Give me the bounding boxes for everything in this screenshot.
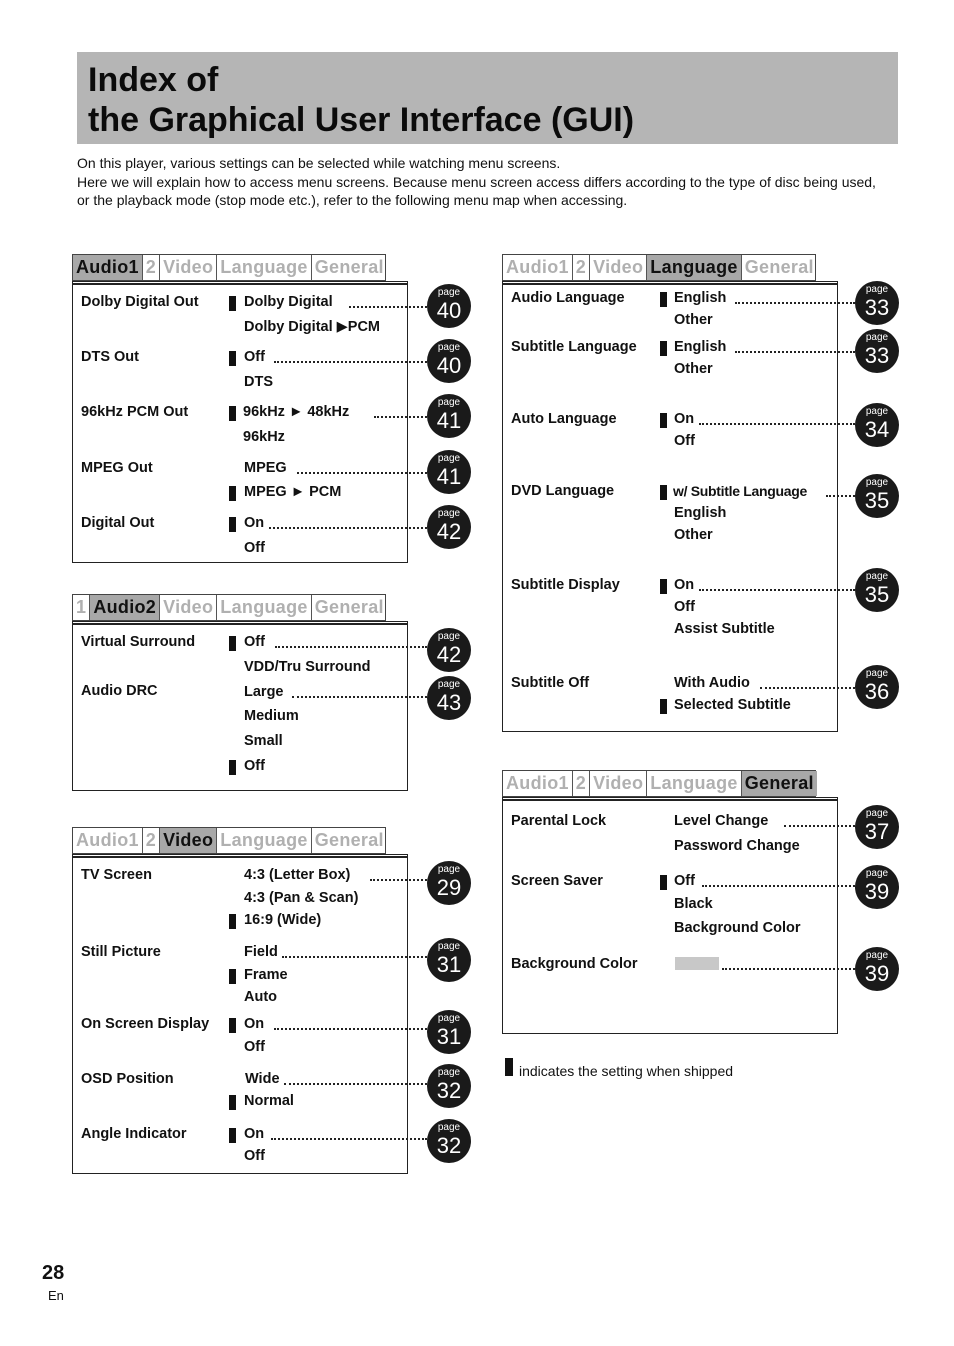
audio1-panel [72, 254, 472, 564]
dot-leader [702, 883, 855, 887]
tab-2[interactable]: 2 [573, 255, 590, 280]
option: Off [674, 599, 695, 615]
option: MPEG ► PCM [244, 484, 342, 500]
box-divider [72, 856, 408, 858]
page-badge [855, 665, 899, 709]
option: Off [244, 349, 265, 365]
page-word: page [865, 571, 889, 582]
option: Selected Subtitle [674, 697, 791, 713]
intro-line3: or the playback mode (stop mode etc.), refer to the following menu map when accessing. [77, 192, 628, 208]
page-badge [855, 805, 899, 849]
dot-leader [735, 349, 855, 353]
dot-leader [699, 587, 855, 591]
page-badge [427, 628, 471, 672]
option: Other [674, 312, 713, 328]
tab-general[interactable]: General [742, 771, 817, 796]
option: On [674, 411, 695, 427]
page-word: page [865, 406, 889, 417]
option: Off [674, 433, 695, 449]
setting-label: Digital Out [81, 515, 155, 531]
default-marker [229, 760, 236, 775]
box-divider [72, 623, 408, 625]
intro-line1: On this player, various settings can be selected while watching menu screens. [77, 155, 561, 171]
option: English [674, 339, 727, 355]
tab-general[interactable]: General [314, 257, 384, 277]
tab-audio1[interactable]: Audio1 [73, 255, 143, 280]
dot-leader [370, 877, 427, 881]
tab-2[interactable]: 2 [573, 771, 590, 796]
language-panel [502, 254, 902, 734]
box-divider [72, 283, 408, 285]
setting-label: Subtitle Off [511, 675, 590, 691]
option: Off [244, 758, 265, 774]
page-badge [855, 865, 899, 909]
page-number: 37 [864, 819, 890, 844]
tab-general[interactable]: General [314, 830, 384, 850]
option: On [244, 1126, 265, 1142]
color-swatch [675, 957, 719, 970]
option: Auto [244, 989, 278, 1005]
page-number: 35 [864, 582, 890, 607]
setting-label: DVD Language [511, 483, 615, 499]
setting-label: Screen Saver [511, 873, 603, 889]
setting-label: Still Picture [81, 944, 161, 960]
language-tabbar [502, 254, 816, 281]
tab-language[interactable]: Language [647, 771, 741, 796]
default-marker [229, 1018, 236, 1033]
tab-audio1[interactable]: Audio1 [503, 255, 573, 280]
tab-video[interactable]: Video [160, 828, 217, 853]
page-word: page [865, 868, 889, 879]
option: Off [674, 873, 695, 889]
option: Off [244, 540, 265, 556]
default-marker [229, 406, 236, 421]
page-title-line1: Index of [88, 61, 219, 99]
tab-2[interactable]: 2 [143, 828, 160, 853]
page-badge [855, 568, 899, 612]
general-tabbar [502, 770, 816, 797]
setting-label: Parental Lock [511, 813, 607, 829]
setting-label: TV Screen [81, 867, 152, 883]
setting-label: MPEG Out [81, 460, 153, 476]
option: Small [244, 733, 283, 749]
page-number: 32 [436, 1133, 462, 1158]
page-badge [427, 1064, 471, 1108]
dot-leader [292, 694, 427, 698]
default-marker [660, 485, 667, 500]
option: 4:3 (Pan & Scan) [244, 890, 359, 906]
tab-language[interactable]: Language [217, 595, 311, 620]
video-panel [72, 827, 472, 1177]
setting-label: Subtitle Display [511, 577, 620, 593]
page-word: page [865, 332, 889, 343]
page-word: page [865, 808, 889, 819]
option: Dolby Digital ▶PCM [244, 319, 381, 335]
dot-leader [271, 1136, 427, 1140]
default-marker [229, 351, 236, 366]
page-badge [427, 1119, 471, 1163]
page-word: page [437, 397, 461, 408]
default-marker [660, 292, 667, 307]
box-divider [502, 283, 838, 285]
setting-label: On Screen Display [81, 1016, 210, 1032]
option: Off [244, 1039, 265, 1055]
default-marker [229, 636, 236, 651]
setting-label: Auto Language [511, 411, 617, 427]
page-badge [427, 450, 471, 494]
general-box [502, 797, 838, 1034]
tab-video[interactable]: Video [590, 255, 647, 280]
dot-leader [784, 823, 855, 827]
default-marker [229, 914, 236, 929]
tab-general[interactable]: General [314, 597, 384, 617]
option: English [674, 290, 727, 306]
page-word: page [865, 668, 889, 679]
page-language: En [48, 1288, 64, 1303]
legend-text: indicates the setting when shipped [519, 1063, 734, 1079]
page-number: 42 [436, 519, 462, 544]
option: Field [244, 944, 278, 960]
page-badge [427, 394, 471, 438]
option: MPEG [244, 460, 287, 476]
page-word: page [437, 1067, 461, 1078]
tab-audio1[interactable]: Audio1 [503, 771, 573, 796]
option: Off [244, 1148, 265, 1164]
page-title-line2: the Graphical User Interface (GUI) [88, 101, 635, 139]
option: On [244, 515, 265, 531]
page-badge [855, 403, 899, 447]
option: English [674, 505, 727, 521]
page-word: page [437, 453, 461, 464]
option: Background Color [674, 920, 801, 936]
page-number: 42 [436, 642, 462, 667]
setting-label: Background Color [511, 956, 638, 972]
dot-leader [722, 966, 855, 970]
default-marker [660, 699, 667, 714]
setting-label: Angle Indicator [81, 1126, 187, 1142]
page-badge [855, 474, 899, 518]
general-panel [502, 770, 902, 1040]
option: With Audio [674, 675, 750, 691]
setting-label: Subtitle Language [511, 339, 637, 355]
option: Wide [245, 1071, 280, 1087]
option: Other [674, 527, 713, 543]
tab-2[interactable]: 2 [143, 255, 160, 280]
page-badge [427, 505, 471, 549]
page-badge [855, 329, 899, 373]
tab-language[interactable]: Language [647, 255, 741, 280]
default-marker [229, 296, 236, 311]
option: Normal [244, 1093, 294, 1109]
page-badge [427, 676, 471, 720]
tab-language[interactable]: Language [217, 255, 311, 280]
page-word: page [437, 1122, 461, 1133]
option: Off [244, 634, 265, 650]
page-number: 40 [436, 353, 462, 378]
page-word: page [865, 477, 889, 488]
dot-leader [284, 1081, 427, 1085]
tab-video[interactable]: Video [160, 595, 217, 620]
page-number: 41 [436, 408, 462, 433]
page-word: page [437, 941, 461, 952]
page-number: 39 [864, 961, 890, 986]
page-badge [855, 947, 899, 991]
box-divider [502, 799, 838, 801]
option: Level Change [674, 813, 769, 829]
option: Large [244, 684, 284, 700]
setting-label: DTS Out [81, 349, 139, 365]
page-word: page [437, 342, 461, 353]
option: 4:3 (Letter Box) [244, 867, 351, 883]
dot-leader [274, 1026, 427, 1030]
default-marker [229, 1095, 236, 1110]
option: Password Change [674, 838, 800, 854]
option: DTS [244, 374, 273, 390]
page-badge [427, 284, 471, 328]
page-number: 32 [436, 1078, 462, 1103]
tab-video[interactable]: Video [160, 255, 217, 280]
audio2-panel [72, 594, 472, 794]
page-badge [855, 281, 899, 325]
page-number: 31 [436, 1024, 462, 1049]
tab-1[interactable]: 1 [73, 595, 90, 620]
page-word: page [437, 508, 461, 519]
dot-leader [269, 525, 427, 529]
video-tabbar [72, 827, 386, 854]
setting-label: Virtual Surround [81, 634, 196, 650]
audio2-tabbar [72, 594, 386, 621]
page-number: 35 [864, 488, 890, 513]
option: 16:9 (Wide) [244, 912, 322, 928]
page-number: 31 [436, 952, 462, 977]
dot-leader [826, 493, 855, 497]
default-marker [660, 579, 667, 594]
dot-leader [735, 300, 855, 304]
title-band [77, 52, 898, 144]
option: Assist Subtitle [674, 621, 775, 637]
page-word: page [437, 287, 461, 298]
option: Dolby Digital [244, 294, 333, 310]
setting-label: 96kHz PCM Out [81, 404, 189, 420]
tab-general[interactable]: General [744, 257, 814, 277]
default-marker [229, 969, 236, 984]
page-word: page [437, 679, 461, 690]
page-number: 39 [864, 879, 890, 904]
page-number: 34 [864, 417, 890, 442]
dot-leader [699, 421, 855, 425]
page-badge [427, 861, 471, 905]
tab-audio2[interactable]: Audio2 [90, 595, 160, 620]
page-number: 33 [864, 343, 890, 368]
option: VDD/Tru Surround [244, 659, 371, 675]
default-marker [229, 517, 236, 532]
default-marker [229, 1128, 236, 1143]
dot-leader [275, 644, 427, 648]
page-number: 33 [864, 295, 890, 320]
dot-leader [349, 304, 427, 308]
page-badge [427, 339, 471, 383]
page-badge [427, 1010, 471, 1054]
option: 96kHz ► 48kHz [243, 404, 350, 420]
page-word: page [865, 950, 889, 961]
page-word: page [437, 1013, 461, 1024]
page-badge [427, 938, 471, 982]
option: w/ Subtitle Language [673, 483, 808, 499]
option: Medium [244, 708, 299, 724]
dot-leader [374, 414, 427, 418]
setting-label: Audio Language [511, 290, 625, 306]
option: On [244, 1016, 265, 1032]
tab-language[interactable]: Language [217, 828, 311, 853]
page-number: 43 [436, 690, 462, 715]
intro-line2: Here we will explain how to access menu screens. Because menu screen access differs according to the type of disc being used, [77, 174, 876, 190]
page-number-footer: 28 [42, 1262, 65, 1284]
tab-audio1[interactable]: Audio1 [73, 828, 143, 853]
default-marker [660, 341, 667, 356]
default-marker [660, 875, 667, 890]
page-number: 40 [436, 298, 462, 323]
option: Other [674, 361, 713, 377]
tab-video[interactable]: Video [590, 771, 647, 796]
page-word: page [437, 631, 461, 642]
dot-leader [282, 954, 427, 958]
option: Black [674, 896, 713, 912]
audio1-tabbar [72, 254, 386, 281]
setting-label: OSD Position [81, 1071, 174, 1087]
page-number: 41 [436, 464, 462, 489]
setting-label: Dolby Digital Out [81, 294, 199, 310]
page-number: 29 [436, 875, 462, 900]
option: Frame [244, 967, 288, 983]
dot-leader [274, 359, 427, 363]
default-marker [660, 413, 667, 428]
setting-label: Audio DRC [81, 683, 158, 699]
option: On [674, 577, 695, 593]
page-number: 36 [864, 679, 890, 704]
default-marker [505, 1058, 513, 1076]
page-word: page [437, 864, 461, 875]
default-marker [229, 486, 236, 501]
dot-leader [760, 685, 855, 689]
option: 96kHz [243, 429, 285, 445]
page-word: page [865, 284, 889, 295]
dot-leader [297, 470, 427, 474]
